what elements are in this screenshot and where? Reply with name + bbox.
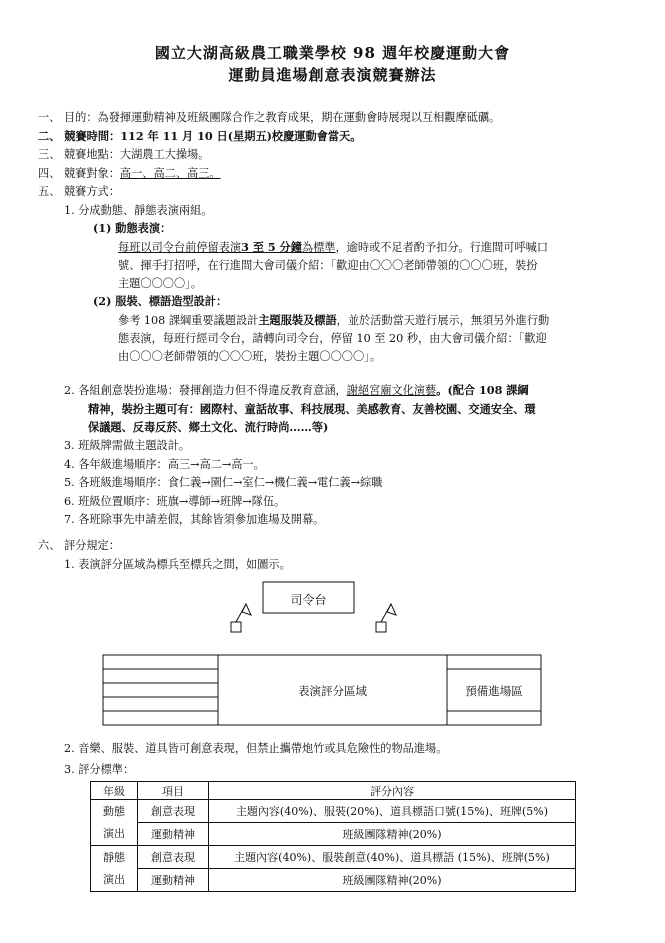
item-cell: 創意表現 <box>138 846 209 869</box>
group-label: 靜態 <box>103 850 125 864</box>
s5-item-6: 6. 班級位置順序：班旗→導師→班牌→隊伍。 <box>64 495 286 508</box>
table-header: 年級 <box>91 782 138 800</box>
s5-static-line2: 態表演，每班行經司令台，請轉向司令台，停留 10 至 20 秒，由大會司儀介紹：「歡迎 <box>118 332 547 345</box>
text-run-bold: 主題服裝及標語 <box>258 313 337 327</box>
s5-item-1: 1. 分成動態、靜態表演兩組。 <box>64 204 213 217</box>
section-label: 目的： <box>63 111 98 124</box>
marker-base-left <box>231 622 241 632</box>
s5-item-5: 5. 各班級進場順序：食仁義→園仁→室仁→機仁義→電仁義→綜職 <box>64 476 383 489</box>
group-label: 動態 <box>103 804 125 818</box>
table-header: 評分內容 <box>209 782 576 800</box>
content-cell: 主題內容(40%)、服裝創意(40%)、道具標語 (15%)、班牌(5%) <box>209 846 576 869</box>
s5-item-2-line3: 保議題、反毒反菸、鄉土文化、流行時尚……等) <box>88 420 329 434</box>
table-header: 項目 <box>138 782 209 800</box>
doc-title-line2: 運動員進場創意表演競賽辦法 <box>228 66 437 84</box>
text-run: ，並於活動當天遊行展示，無須另外進行動 <box>336 314 550 327</box>
group-label: 演出 <box>103 872 125 886</box>
item-cell: 運動精神 <box>138 869 209 892</box>
item-cell: 創意表現 <box>138 800 209 823</box>
s6-item-2: 2. 音樂、服裝、道具皆可創意表現，但禁止攜帶炮竹或具危險性的物品進場。 <box>64 742 448 755</box>
section-label: 競賽方式： <box>63 185 120 198</box>
section-num: 一、 <box>38 111 61 124</box>
s5-item-4: 4. 各年級進場順序：高三→高二→高一。 <box>64 458 265 471</box>
marker-base-right <box>376 622 386 632</box>
scoring-table <box>90 781 576 892</box>
s5-static-line3: 由〇〇〇老師帶領的〇〇〇班，裝扮主題〇〇〇〇」。 <box>118 350 381 363</box>
section-label: 競賽對象： <box>63 167 120 180</box>
s5-dynamic-line2: 號、揮手打招呼，在行進間大會司儀介紹：「歡迎由〇〇〇老師帶領的〇〇〇班，裝扮 <box>118 259 538 272</box>
section-num: 五、 <box>38 185 61 198</box>
podium-label: 司令台 <box>290 593 327 607</box>
section-label: 評分規定： <box>63 539 120 552</box>
section-text: 高一、高二、高三。 <box>119 167 221 180</box>
s5-dynamic-heading: (1) 動態表演： <box>93 221 172 235</box>
section-num: 三、 <box>38 148 61 161</box>
s6-item-3: 3. 評分標準： <box>64 763 135 776</box>
table-header-row <box>91 782 576 800</box>
s5-dynamic-line3: 主題〇〇〇〇」。 <box>118 277 202 290</box>
group-label: 演出 <box>103 826 125 840</box>
table-row <box>91 823 576 846</box>
section-num: 二、 <box>38 129 61 143</box>
text-run-bold: 。(配合 108 課綱 <box>436 383 529 397</box>
section-text: 大湖農工大操場。 <box>119 148 210 161</box>
content-cell: 班級團隊精神(20%) <box>209 869 576 892</box>
table-row <box>91 846 576 869</box>
text-run: 為標準 <box>301 241 336 254</box>
text-run: 2. 各組創意裝扮進場：發揮創造力但不得違反教育意涵， <box>64 384 347 397</box>
marker-flag-left-icon <box>242 604 251 615</box>
group-cell-dynamic <box>91 800 138 846</box>
prep-zone-label: 預備進場區 <box>465 684 523 698</box>
s5-item-3: 3. 班級牌需做主題設計。 <box>64 439 191 452</box>
table-row <box>91 800 576 823</box>
table-row <box>91 869 576 892</box>
section-label: 競賽時間： <box>64 129 121 143</box>
item-cell: 運動精神 <box>138 823 209 846</box>
s6-item-1: 1. 表演評分區域為標兵至標兵之間，如圖示。 <box>64 558 291 571</box>
group-cell-static <box>91 846 138 892</box>
content-cell: 主題內容(40%)、服裝(20%)、道具標語口號(15%)、班牌(5%) <box>209 800 576 823</box>
text-run-underline: 謝絕宮廟文化演藝 <box>346 384 437 397</box>
section-text: 為發揮運動精神及班級團隊合作之教育成果，期在運動會時展現以互相觀摩砥礪。 <box>97 111 501 124</box>
s5-static-heading: (2) 服裝、標語造型設計： <box>93 294 228 308</box>
s5-item-7: 7. 各班除事先申請差假，其餘皆須參加進場及開幕。 <box>64 513 325 526</box>
text-run-bold: 3 至 5 分鐘 <box>241 240 302 254</box>
doc-title-line1: 國立大湖高級農工職業學校 98 週年校慶運動大會 <box>154 44 511 62</box>
performance-zone-label: 表演評分區域 <box>298 684 367 698</box>
s5-item-2-line2: 精神，裝扮主題可有：國際村、童話故事、科技展現、美感教育、友善校園、交通安全、環 <box>88 402 536 416</box>
section-text: 112 年 11 月 10 日(星期五)校慶運動會當天。 <box>120 129 362 143</box>
text-run: 參考 108 課綱重要議題設計 <box>118 314 259 327</box>
marker-flag-right-icon <box>387 604 396 615</box>
content-cell: 班級團隊精神(20%) <box>209 823 576 846</box>
text-run: 每班以司令台前停留表演 <box>118 241 242 254</box>
text-run: ，逾時或不足者酌予扣分。行進間可呼喊口 <box>335 241 549 254</box>
section-num: 六、 <box>38 539 61 552</box>
section-label: 競賽地點： <box>63 148 120 161</box>
section-num: 四、 <box>38 167 61 180</box>
